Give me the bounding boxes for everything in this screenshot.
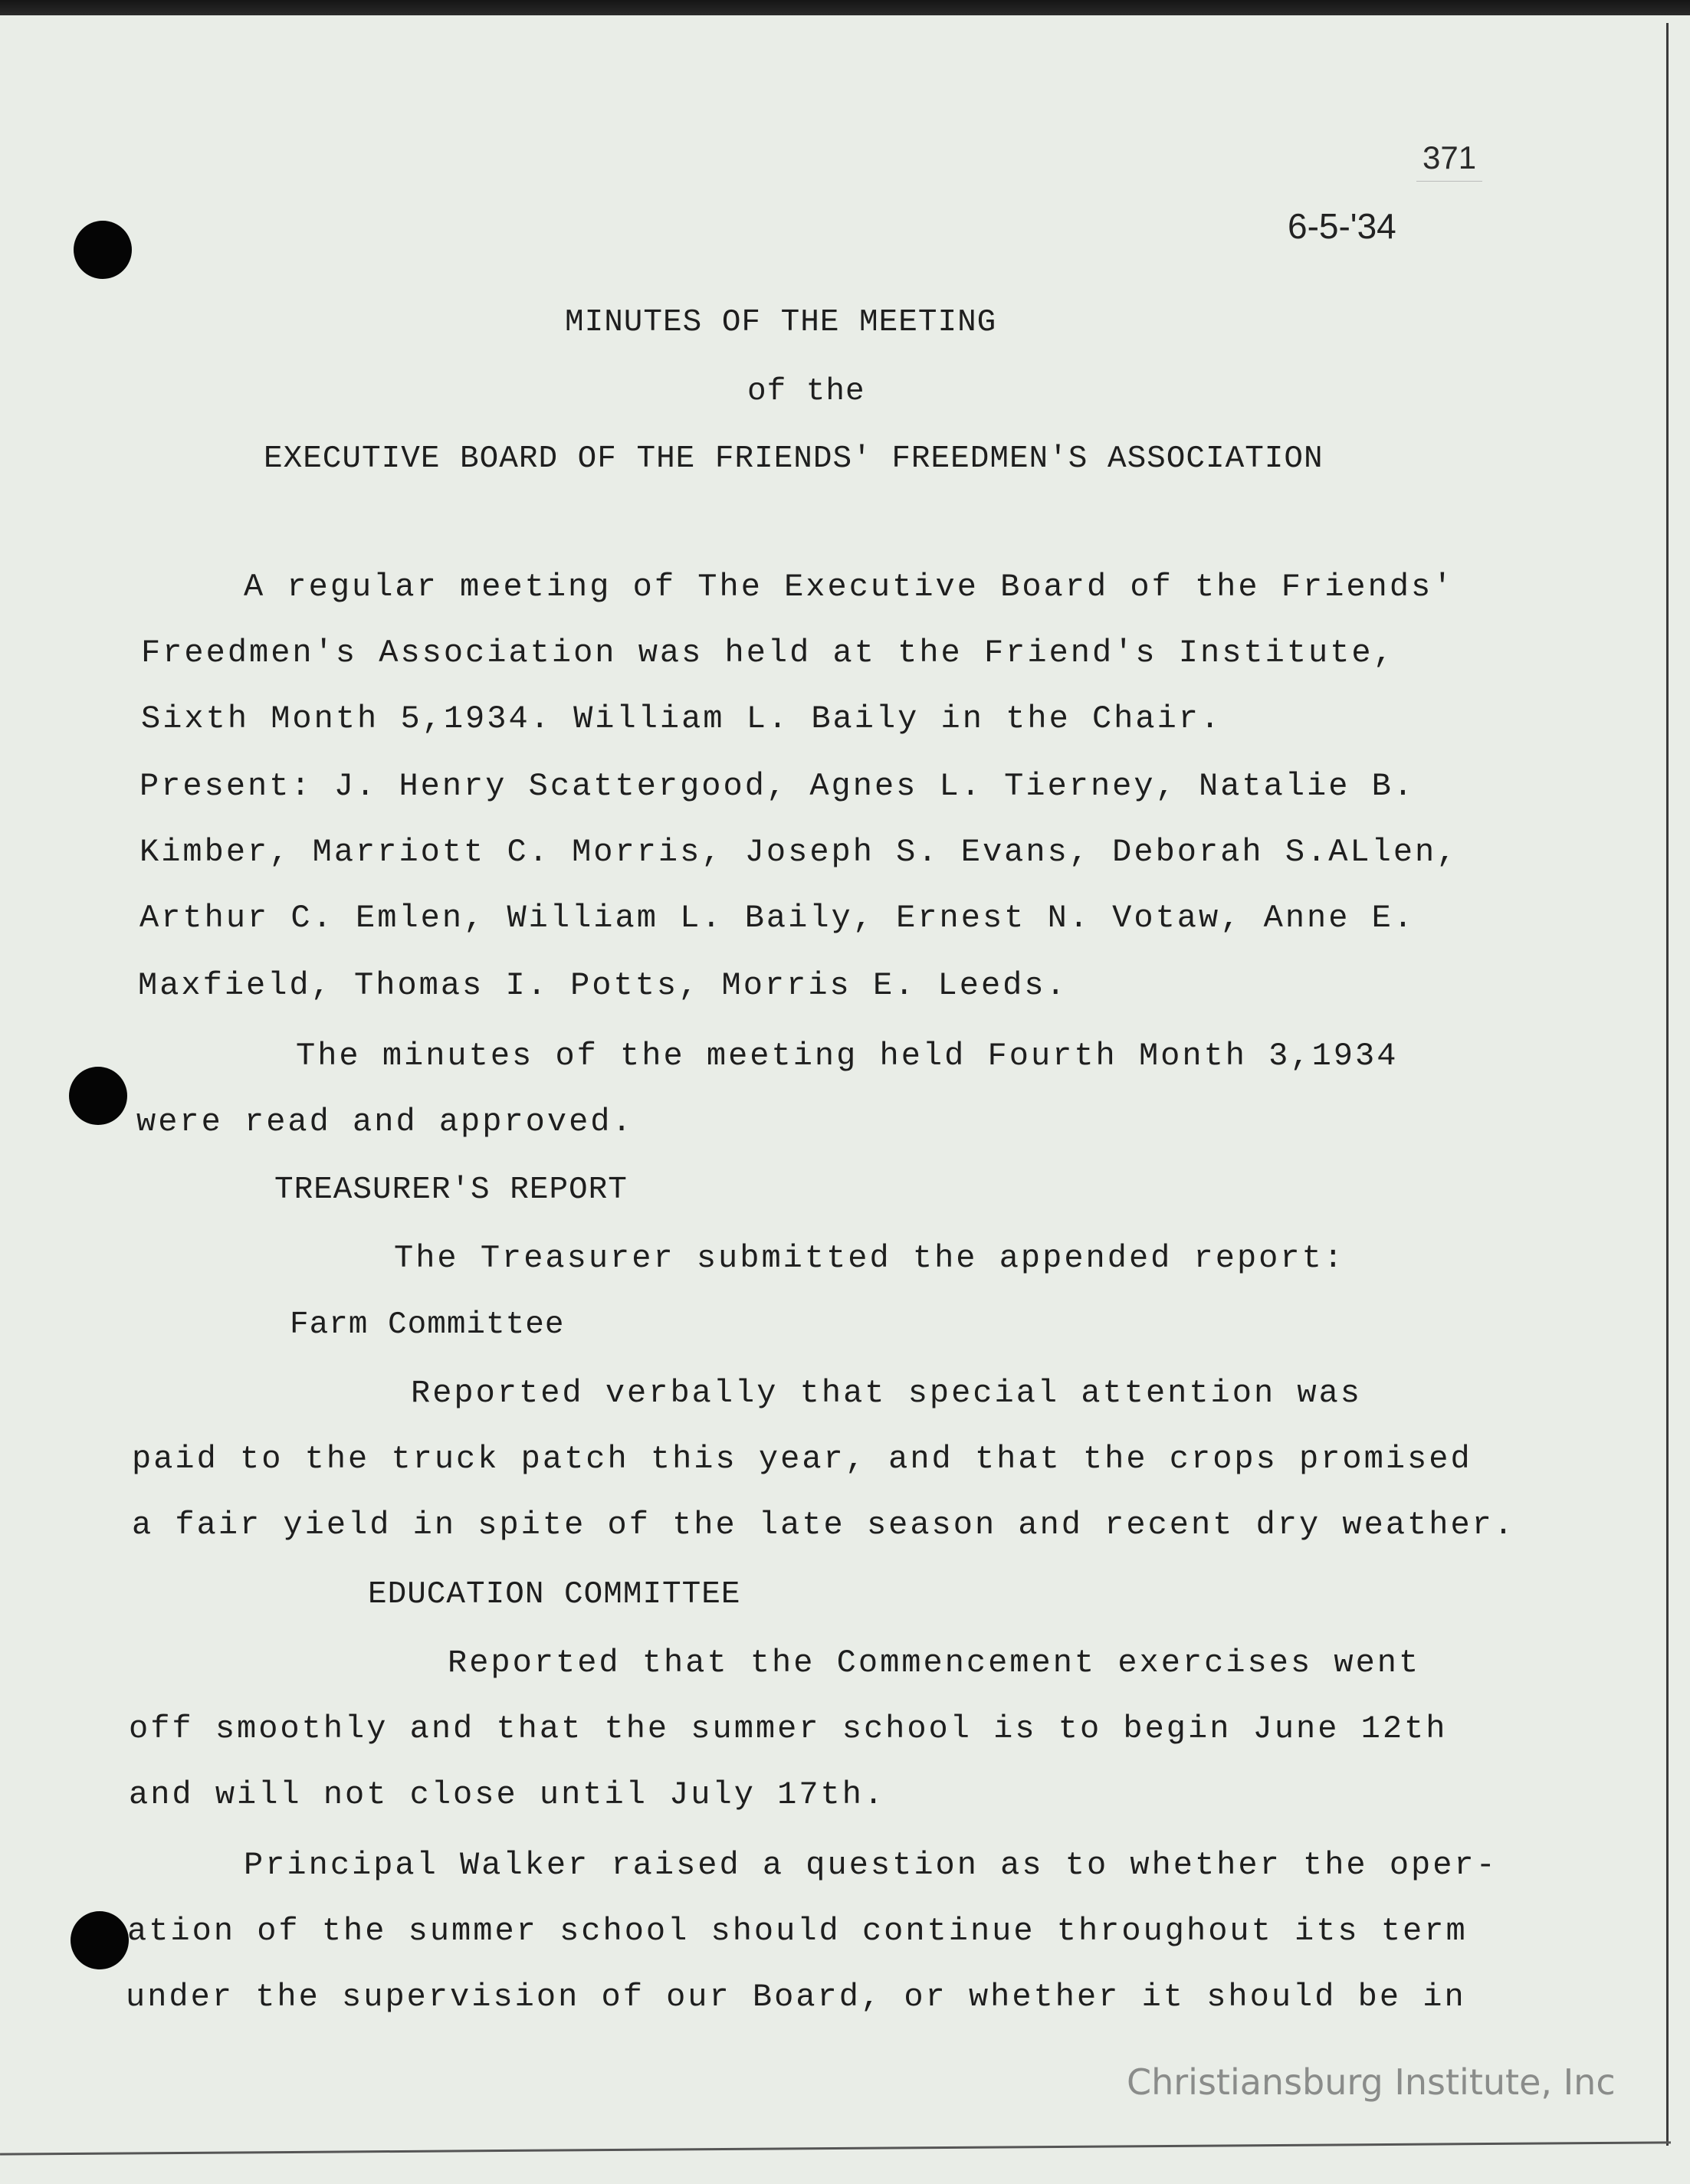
paragraph-line: ation of the summer school should continue throughout its term <box>127 1913 1468 1950</box>
scan-right-edge <box>1666 23 1669 2146</box>
paragraph-line: Present: J. Henry Scattergood, Agnes L. Tierney, Natalie B. <box>139 768 1416 805</box>
paragraph-line: off smoothly and that the summer school is to begin June 12th <box>129 1710 1448 1747</box>
paragraph-line: Sixth Month 5,1934. William L. Baily in the Chair. <box>141 700 1222 737</box>
title-line-2: of the <box>747 374 865 409</box>
scan-bottom-edge <box>0 2141 1671 2155</box>
punch-hole-middle <box>69 1067 127 1125</box>
watermark: Christiansburg Institute, Inc <box>1127 2061 1616 2103</box>
paragraph-line: Arthur C. Emlen, William L. Baily, Ernest N. Votaw, Anne E. <box>139 900 1416 936</box>
paragraph-line: Maxfield, Thomas I. Potts, Morris E. Leeds. <box>138 967 1068 1004</box>
paragraph-line: Reported that the Commencement exercises went <box>448 1645 1421 1681</box>
paragraph-line: Kimber, Marriott C. Morris, Joseph S. Evans, Deborah S.ALlen, <box>139 834 1459 871</box>
paragraph-line: Reported verbally that special attention was <box>411 1375 1362 1412</box>
title-line-1: MINUTES OF THE MEETING <box>565 305 997 340</box>
paragraph-line: were read and approved. <box>136 1103 634 1140</box>
punch-hole-top <box>74 221 132 279</box>
title-line-3: EXECUTIVE BOARD OF THE FRIENDS' FREEDMEN'S ASSOCIATION <box>264 441 1324 477</box>
section-heading-farm: Farm Committee <box>290 1307 565 1343</box>
paragraph-line: and will not close until July 17th. <box>129 1776 886 1813</box>
paragraph-line: Freedmen's Association was held at the Friend's Institute, <box>141 635 1395 671</box>
paragraph-line: a fair yield in spite of the late season and recent dry weather. <box>132 1507 1516 1543</box>
handwritten-date: 6-5-'34 <box>1288 206 1396 246</box>
paragraph-line: Principal Walker raised a question as to whether the oper- <box>244 1847 1498 1884</box>
section-heading-education: EDUCATION COMMITTEE <box>368 1577 741 1612</box>
punch-hole-bottom <box>71 1911 129 1969</box>
paragraph-line: The minutes of the meeting held Fourth Month 3,1934 <box>296 1038 1399 1074</box>
paragraph-line: paid to the truck patch this year, and that the crops promised <box>132 1441 1472 1477</box>
section-heading-treasurer: TREASURER'S REPORT <box>274 1172 628 1208</box>
scan-top-edge <box>0 0 1690 15</box>
paragraph-line: The Treasurer submitted the appended report: <box>394 1240 1345 1277</box>
paragraph-line: A regular meeting of The Executive Board of the Friends' <box>244 569 1455 605</box>
page-number: 371 <box>1416 139 1482 182</box>
paragraph-line: under the supervision of our Board, or whether it should be in <box>126 1979 1466 2015</box>
